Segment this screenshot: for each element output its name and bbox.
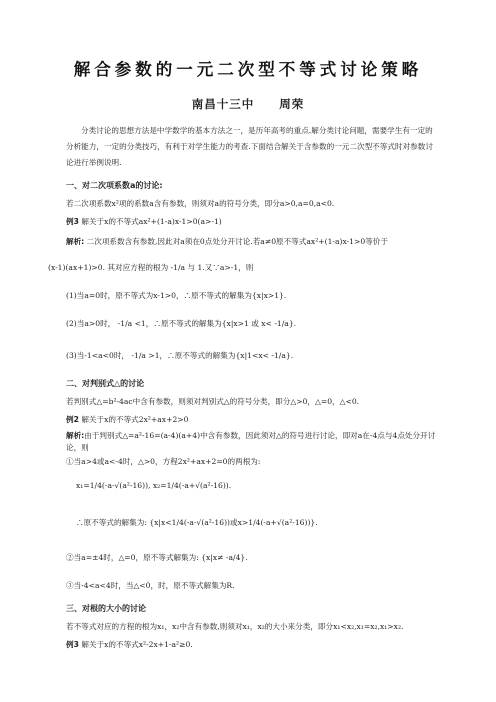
s1-case-2: (2)当a>0时， -1/a <1，∴原不等式的解集为{x|x>1 或 x< -1/a}. — [66, 319, 297, 328]
doc-author: 南昌十三中 周荣 — [191, 97, 305, 111]
s2-solution-label: 解析: — [66, 431, 85, 440]
s1-solution-cont: (x-1)(ax+1)>0. 其对应方程的根为 -1/a 与 1.又∵a>-1，则 — [48, 263, 254, 272]
s1-solution-text: 二次项系数含有参数,因此对a须在0点处分开讨论.若a≠0原不等式ax²+(1-a)x-1>0等价于 — [86, 237, 388, 246]
s2-solution — [66, 430, 438, 454]
intro-paragraph: 分类讨论的思想方法是中学数学的基本方法之一，是历年高考的重点.解分类讨论问题，需要学生有一定的分析能力，一定的分类技巧，有利于对学生能力的考查.下面结合解关于含参数的一元二次型不等式时对参数讨论进行举例说明. — [66, 126, 433, 167]
s1-solution-label: 解析: — [66, 237, 85, 246]
s1-paragraph: 若二次项系数x²项的系数a含有参数，则须对a的符号分类，即分a>0,a=0,a<0. — [66, 199, 335, 208]
s2-example-text: 解关于x的不等式2x²+ax+2>0 — [81, 415, 189, 424]
doc-title: 解合参数的一元二次型不等式讨论策略 — [73, 60, 423, 79]
s2-paragraph: 若判别式△=b²-4ac中含有参数，则须对判别式△的符号分类，即分△>0，△=0，△<0. — [66, 397, 360, 406]
section3-heading: 三、对根的大小的讨论 — [66, 604, 146, 613]
s3-example — [66, 639, 193, 650]
s3-paragraph: 若不等式对应的方程的根为x₁，x₂中含有参数,则须对x₁，x₂的大小来分类，即分x₁<x₂,x₁=x₂,x₁>x₂. — [66, 622, 404, 631]
s1-case-3: (3)当-1<a<0时， -1/a >1，∴原不等式的解集为{x|1<x< -1/a}. — [66, 351, 294, 360]
s1-example — [66, 216, 222, 227]
s2-example-label: 例2 — [66, 415, 79, 424]
s2-case-3: ③当-4<a<4时，当△<0，时，原不等式解集为R. — [66, 581, 235, 590]
s2-case-2: ②当a=±4时，△=0，原不等式解集为: {x|x≠ -a/4}. — [66, 553, 248, 562]
s2-case-1: ①当a>4或a<-4时，△>0，方程2x²+ax+2=0的两根为: — [66, 457, 261, 466]
s2-roots: x₁=1/4(-a-√(a²-16)), x₂=1/4(-a+√(a²-16)). — [76, 481, 232, 490]
section1-heading: 一、对二次项系数a的讨论: — [66, 181, 163, 190]
s2-solution-set: ∴原不等式的解集为: {x|x<1/4(-a-√(a²-16))或x>1/4(-a+√(a²-16))}. — [76, 518, 318, 527]
s2-solution-text: 由于判别式△=a²-16=(a-4)(a+4)中含有参数，因此须对△的符号进行讨论，即对a在-4点与4点处分开讨论，则 — [66, 431, 436, 452]
s1-example-text: 解关于x的不等式ax²+(1-a)x-1>0(a>-1) — [81, 217, 222, 226]
s2-example — [66, 414, 188, 425]
s1-example-label: 例3 — [66, 217, 79, 226]
section2-heading: 二、对判别式△的讨论 — [66, 379, 145, 388]
s3-example-text: 解关于x的不等式x²-2x+1-a²≥0. — [81, 640, 193, 649]
s1-case-1: (1)当a=0时，原不等式为x-1>0，∴原不等式的解集为{x|x>1}. — [66, 291, 287, 300]
s1-solution — [66, 236, 388, 247]
s3-example-label: 例3 — [66, 640, 79, 649]
